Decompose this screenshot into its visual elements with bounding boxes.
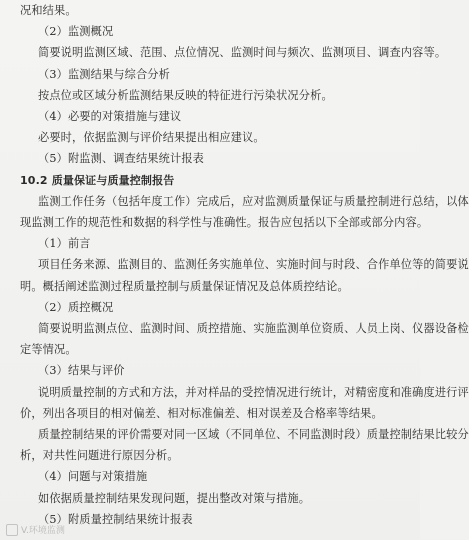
watermark [6, 523, 65, 536]
subheading-attached-qc-reports: （5）附质量控制结果统计报表 [38, 512, 193, 526]
text-line-continuation: 况和结果。 [20, 4, 77, 17]
paragraph-line: 析，对共性问题进行原因分析。 [20, 449, 179, 463]
paragraph-line: 按点位或区域分析监测结果反映的特征进行污染状况分析。 [38, 88, 333, 102]
paragraph-line: 明。概括阐述监测过程质量控制与质量保证情况及总体质控结论。 [20, 279, 349, 293]
paragraph-line: 项目任务来源、监测目的、监测任务实施单位、实施时间与时段、合作单位等的简要说 [38, 258, 469, 272]
subheading-attached-reports: （5）附监测、调查结果统计报表 [38, 152, 204, 166]
paragraph-line: 简要说明监测点位、监测时间、质控措施、实施监测单位资质、人员上岗、仪器设备检 [38, 322, 469, 335]
watermark-logo-icon [6, 524, 18, 536]
paragraph-line: 必要时，依据监测与评价结果提出相应建议。 [38, 131, 265, 145]
subheading-problems-measures: （4）问题与对策措施 [38, 470, 148, 484]
subheading-qc-overview: （2）质控概况 [38, 300, 114, 314]
paragraph-line: 监测工作任务（包括年度工作）完成后，应对监测质量保证与质量控制进行总结，以体 [38, 194, 469, 208]
subheading-results-evaluation: （3）结果与评价 [38, 364, 125, 378]
subheading-results-analysis: （3）监测结果与综合分析 [38, 67, 170, 81]
section-heading-quality: 10.2 质量保证与质量控制报告 [20, 173, 175, 187]
watermark-text: V.环境监测 [21, 526, 65, 536]
subheading-monitoring-overview: （2）监测概况 [38, 25, 114, 39]
paragraph-line: 定等情况。 [20, 343, 77, 357]
paragraph-line: 质量控制结果的评价需要对同一区域（不同单位、不同监测时段）质量控制结果比较分 [38, 428, 469, 441]
subheading-preface: （1）前言 [38, 237, 91, 251]
paragraph-line: 说明质量控制的方式和方法，并对样品的受控情况进行统计，对精密度和准确度进行评 [38, 385, 469, 399]
paragraph-line: 简要说明监测区域、范围、点位情况、监测时间与频次、监测项目、调查内容等。 [38, 46, 447, 60]
paragraph-line: 价，列出各项目的相对偏差、相对标准偏差、相对误差及合格率等结果。 [20, 406, 383, 420]
paragraph-line: 如依据质量控制结果发现问题，提出整改对策与措施。 [38, 491, 311, 505]
subheading-measures: （4）必要的对策措施与建议 [38, 110, 182, 123]
paragraph-line: 现监测工作的规范性和数据的科学性与准确性。报告应包括以下全部或部分内容。 [20, 216, 429, 229]
